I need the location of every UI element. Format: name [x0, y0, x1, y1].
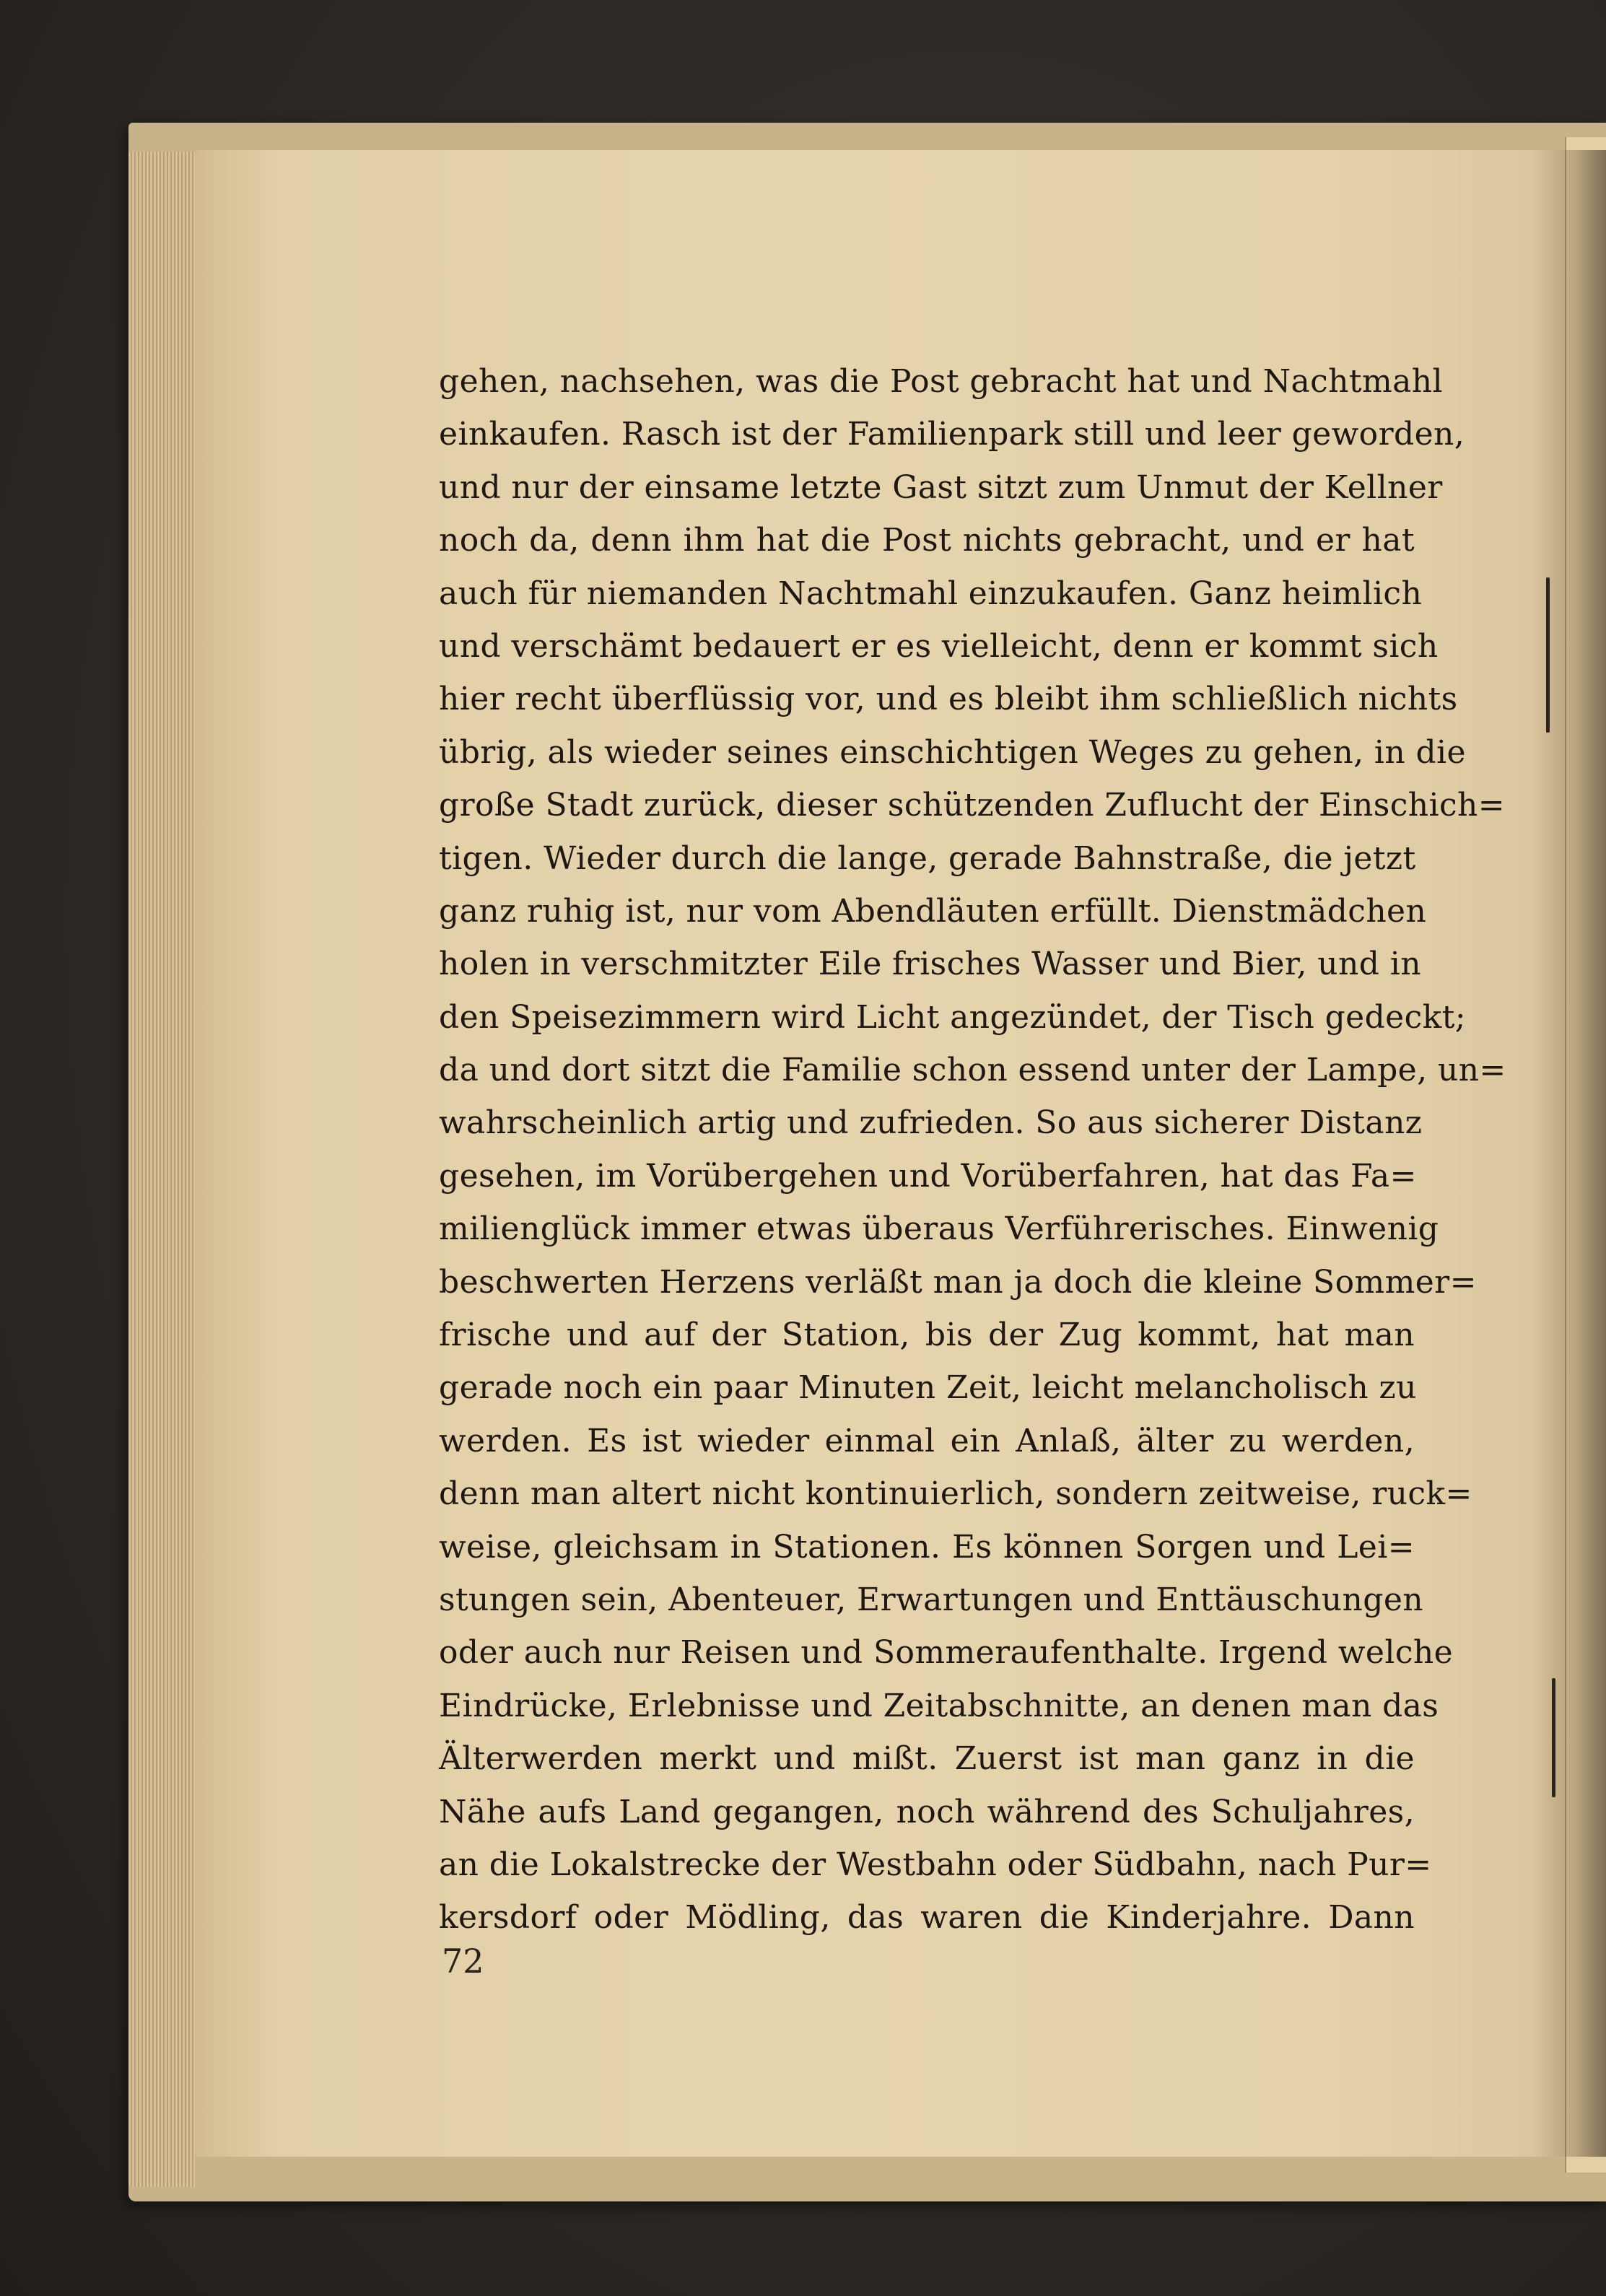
text-line: gesehen, im Vorübergehen und Vorüberfahren, hat das Fa=: [439, 1157, 1417, 1195]
text-line: ganz ruhig ist, nur vom Abendläuten erfüllt. Dienstmädchen: [439, 892, 1427, 930]
text-line: und verschämt bedauert er es vielleicht, denn er kommt sich: [439, 627, 1439, 665]
page-number: 72: [442, 1942, 484, 1981]
text-line: Nähe aufs Land gegangen, noch während des Schuljahres,: [439, 1793, 1415, 1830]
margin-mark-upper: [1546, 577, 1550, 733]
text-line: stungen sein, Abenteuer, Erwartungen und Enttäuschungen: [439, 1581, 1424, 1618]
text-line: noch da, denn ihm hat die Post nichts gebracht, und er hat: [439, 522, 1415, 559]
text-line: oder auch nur Reisen und Sommeraufenthalte. Irgend welche: [439, 1634, 1454, 1672]
text-line: den Speisezimmern wird Licht angezündet, der Tisch gedeckt;: [439, 998, 1467, 1036]
text-line: beschwerten Herzens verläßt man ja doch die kleine Sommer=: [439, 1263, 1477, 1301]
text-line: hier recht überflüssig vor, und es bleibt ihm schließlich nichts: [439, 681, 1458, 718]
text-line: gerade noch ein paar Minuten Zeit, leicht melancholisch zu: [439, 1369, 1417, 1407]
text-line: gehen, nachsehen, was die Post gebracht hat und Nachtmahl: [439, 363, 1443, 400]
text-line: an die Lokalstrecke der Westbahn oder Südbahn, nach Pur=: [439, 1846, 1432, 1883]
text-line: große Stadt zurück, dieser schützenden Zuflucht der Einschich=: [439, 787, 1506, 824]
text-line: milienglück immer etwas überaus Verführerisches. Einwenig: [439, 1210, 1439, 1248]
text-line: frische und auf der Station, bis der Zug kommt, hat man: [439, 1317, 1415, 1354]
text-line: wahrscheinlich artig und zufrieden. So aus sicherer Distanz: [439, 1104, 1423, 1142]
body-text: [439, 355, 1506, 1944]
text-line: übrig, als wieder seines einschichtigen Weges zu gehen, in die: [439, 733, 1466, 771]
margin-mark-lower: [1552, 1678, 1555, 1797]
text-line: tigen. Wieder durch die lange, gerade Bahnstraße, die jetzt: [439, 839, 1416, 877]
text-line: auch für niemanden Nachtmahl einzukaufen. Ganz heimlich: [439, 575, 1423, 612]
text-line: kersdorf oder Mödling, das waren die Kinderjahre. Dann: [439, 1899, 1415, 1937]
gutter-shadow: [1530, 150, 1606, 2157]
text-line: weise, gleichsam in Stationen. Es können Sorgen und Lei=: [439, 1528, 1415, 1566]
page-edges: [128, 152, 195, 2187]
text-line: und nur der einsame letzte Gast sitzt zum Unmut der Kellner: [439, 468, 1443, 506]
text-line: Älterwerden merkt und mißt. Zuerst ist man ganz in die: [439, 1740, 1415, 1778]
text-line: einkaufen. Rasch ist der Familienpark still und leer geworden,: [439, 416, 1465, 453]
text-line: holen in verschmitzter Eile frisches Wasser und Bier, und in: [439, 946, 1421, 983]
text-line: da und dort sitzt die Familie schon essend unter der Lampe, un=: [439, 1052, 1506, 1089]
text-line: Eindrücke, Erlebnisse und Zeitabschnitte, an denen man das: [439, 1687, 1439, 1724]
text-line: werden. Es ist wieder einmal ein Anlaß, älter zu werden,: [439, 1422, 1415, 1459]
text-line: denn man altert nicht kontinuierlich, sondern zeitweise, ruck=: [439, 1475, 1472, 1513]
